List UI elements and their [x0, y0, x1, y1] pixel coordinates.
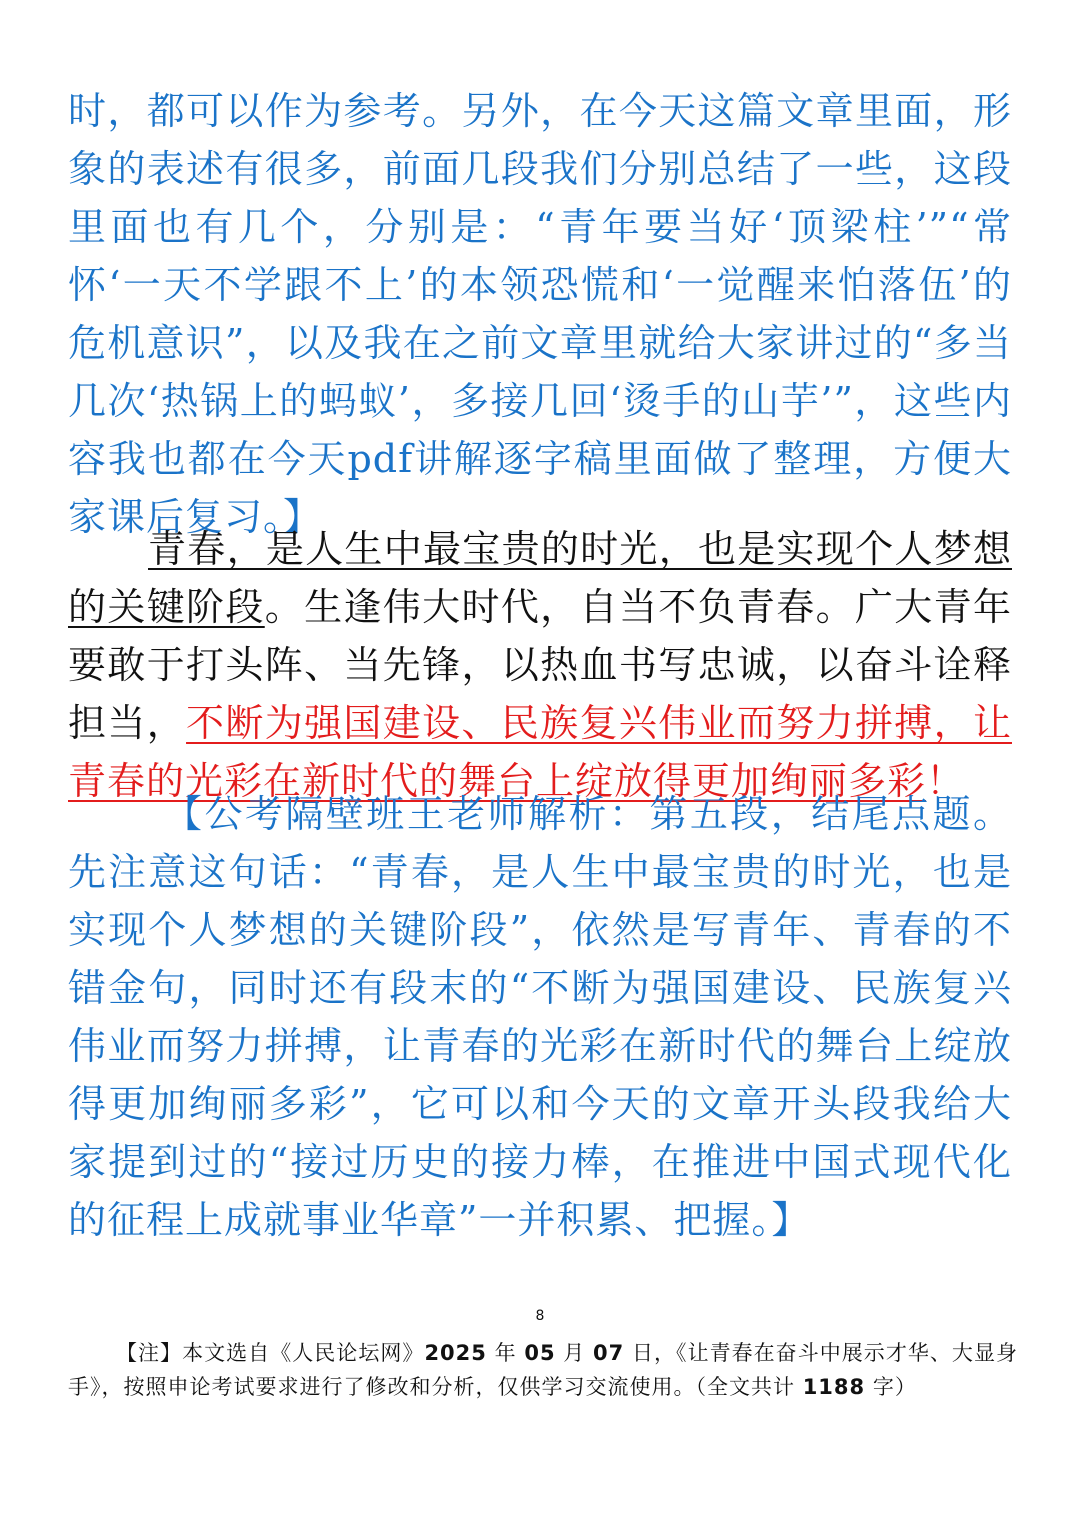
analysis-text: 时，都可以作为参考。另外，在今天这篇文章里面，形象的表述有很多，前面几段我们分别总结了一些，这段里面也有几个，分别是：“青年要当好‘顶梁柱’”“常怀‘一天不学跟不上’的本领恐慌和‘一觉醒来怕落伍’的危机意识”，以及我在之前文章里就给大家讲过的“多当几次‘热锅上的蚂蚁’，多接几回‘烫手的山芋’”，这些内容我也都在今天pdf讲解逐字稿里面做了整理，方便大家课后复习。】: [68, 89, 1012, 539]
footnote-month-unit: 月: [555, 1341, 594, 1365]
exclamation-mark: ！: [926, 759, 966, 803]
article-paragraph-5: [68, 520, 1012, 810]
source-footnote: [68, 1336, 1018, 1404]
footnote-year-unit: 年: [486, 1341, 525, 1365]
key-sentence-underlined: 青春，是人生中最宝贵的时光，也是实现个人梦想的关键阶段: [68, 527, 1012, 629]
body-text: 。生逢伟大时代，自当不负青春。广大青年要敢于打头阵、当先锋，以热血书写忠诚，以奋斗诠释担当，: [68, 585, 1012, 745]
footnote-day-unit: 日，《让青春在奋斗中展示才华、大显身手》，按照申论考试要求进行了修改和分析，仅供学习交流使用。（全文共计: [68, 1341, 1018, 1399]
footnote-word-count: 1188: [802, 1375, 866, 1399]
analysis-text: 【公考隔壁班王老师解析：第五段，结尾点题。先注意这句话：“青春，是人生中最宝贵的时光，也是实现个人梦想的关键阶段”，依然是写青年、青春的不错金句，同时还有段末的“不断为强国建设、民族复兴伟业而努力拼搏，让青春的光彩在新时代的舞台上绽放得更加绚丽多彩”，它可以和今天的文章开头段我给大家提到过的“接过历史的接力棒，在推进中国式现代化的征程上成就事业华章”一并积累、把握。】: [68, 792, 1012, 1242]
page-number: 8: [535, 1308, 545, 1324]
footnote-prefix: 【注】本文选自《人民论坛网》: [116, 1341, 425, 1365]
footnote-year: 2025: [424, 1341, 487, 1365]
footnote-month: 05: [524, 1341, 556, 1365]
analysis-paragraph-continued: [68, 82, 1012, 546]
highlighted-golden-sentence: 不断为强国建设、民族复兴伟业而努力拼搏，让青春的光彩在新时代的舞台上绽放得更加绚丽多彩: [68, 701, 1012, 803]
analysis-paragraph-5: [68, 785, 1012, 1249]
footnote-day: 07: [593, 1341, 625, 1365]
footnote-count-unit: 字）: [865, 1375, 917, 1399]
